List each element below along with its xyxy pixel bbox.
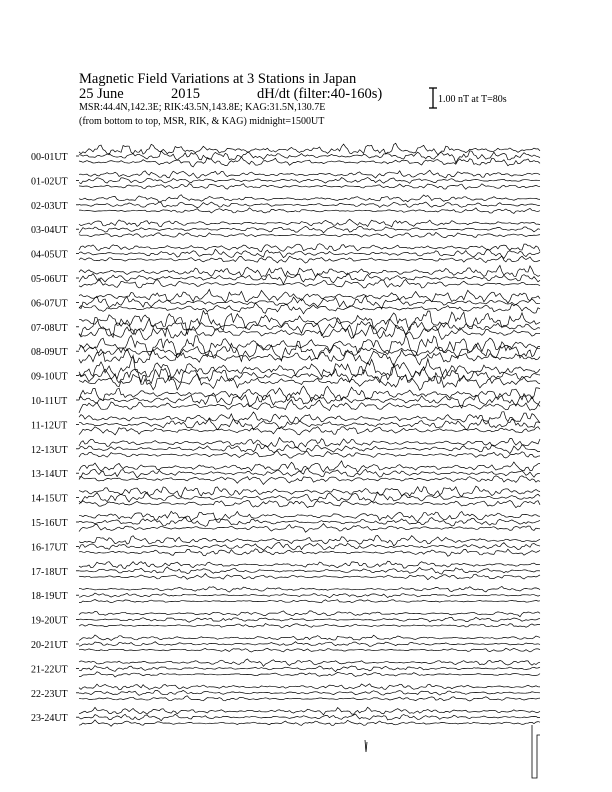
scale-label: 1.00 nT at T=80s bbox=[438, 94, 507, 105]
trace-msr bbox=[79, 600, 540, 603]
trace-rik bbox=[79, 419, 540, 430]
trace-rik bbox=[79, 273, 540, 284]
hour-label: 15-16UT bbox=[31, 518, 68, 529]
hour-label: 02-03UT bbox=[31, 200, 68, 212]
trace-msr bbox=[79, 427, 540, 435]
hour-label: 16-17UT bbox=[31, 542, 68, 554]
hour-label: 01-02UT bbox=[31, 176, 68, 188]
trace-kag bbox=[79, 335, 540, 358]
trace-rik bbox=[79, 567, 540, 574]
trace-rik bbox=[79, 617, 540, 622]
hour-label: 19-20UT bbox=[31, 615, 68, 627]
trace-kag bbox=[79, 219, 540, 227]
hour-label: 12-13UT bbox=[31, 444, 68, 456]
trace-kag bbox=[79, 635, 540, 641]
date-day: 25 June bbox=[79, 86, 124, 102]
trace-spike bbox=[532, 725, 540, 778]
hour-label: 17-18UT bbox=[31, 566, 68, 578]
trace-kag bbox=[79, 611, 540, 617]
trace-kag bbox=[79, 486, 540, 497]
trace-msr bbox=[79, 720, 540, 726]
trace-rik bbox=[79, 296, 540, 309]
hour-label: 07-08UT bbox=[31, 322, 68, 334]
trace-msr bbox=[79, 574, 540, 580]
trace-msr bbox=[79, 476, 540, 485]
trace-msr bbox=[79, 208, 540, 214]
trace-msr bbox=[79, 524, 540, 533]
trace-msr bbox=[79, 696, 540, 701]
trace-msr bbox=[79, 624, 540, 628]
trace-kag bbox=[79, 684, 540, 690]
hour-label: 18-19UT bbox=[31, 591, 68, 603]
station-order-note: (from bottom to top, MSR, RIK, & KAG) midnight=1500UT bbox=[79, 116, 325, 127]
trace-rik bbox=[79, 151, 540, 163]
trace-rik bbox=[79, 690, 540, 695]
trace-msr bbox=[79, 373, 540, 391]
hour-label: 05-06UT bbox=[31, 274, 68, 285]
trace-kag bbox=[79, 265, 540, 276]
hour-label: 11-12UT bbox=[31, 420, 68, 432]
trace-kag bbox=[79, 561, 540, 569]
trace-kag bbox=[79, 659, 540, 666]
trace-rik bbox=[79, 714, 540, 721]
trace-rik bbox=[79, 542, 540, 550]
trace-kag bbox=[79, 535, 540, 545]
hour-label: 10-11UT bbox=[31, 396, 68, 407]
trace-msr bbox=[79, 303, 540, 314]
trace-rik bbox=[79, 666, 540, 672]
hour-label: 06-07UT bbox=[31, 298, 68, 310]
hour-label: 13-14UT bbox=[31, 469, 68, 481]
trace-spike bbox=[365, 740, 367, 752]
trace-msr bbox=[79, 672, 540, 677]
trace-rik bbox=[79, 226, 540, 233]
station-coordinates: MSR:44.4N,142.3E; RIK:43.5N,143.8E; KAG:31.5N,130.7E bbox=[79, 102, 326, 113]
trace-msr bbox=[79, 256, 540, 263]
trace-rik bbox=[79, 593, 540, 598]
hour-label: 21-22UT bbox=[31, 664, 68, 676]
trace-kag bbox=[79, 289, 540, 303]
hour-label: 14-15UT bbox=[31, 493, 68, 505]
trace-kag bbox=[79, 143, 540, 154]
hour-label: 20-21UT bbox=[31, 640, 68, 651]
hour-label: 00-01UT bbox=[31, 152, 68, 163]
trace-rik bbox=[79, 249, 540, 258]
trace-msr bbox=[79, 648, 540, 652]
trace-msr bbox=[79, 184, 540, 190]
trace-msr bbox=[79, 278, 540, 288]
trace-msr bbox=[79, 500, 540, 507]
hour-label: 22-23UT bbox=[31, 688, 68, 700]
trace-rik bbox=[79, 492, 540, 503]
trace-rik bbox=[79, 317, 540, 337]
trace-rik bbox=[79, 642, 540, 647]
trace-kag bbox=[79, 461, 540, 472]
trace-rik bbox=[79, 468, 540, 478]
trace-rik bbox=[79, 517, 540, 527]
trace-msr bbox=[79, 325, 540, 340]
trace-msr bbox=[79, 233, 540, 238]
trace-kag bbox=[79, 195, 540, 203]
hour-label: 03-04UT bbox=[31, 225, 68, 237]
trace-rik bbox=[79, 178, 540, 184]
trace-kag bbox=[79, 170, 540, 178]
hour-label: 04-05UT bbox=[31, 249, 68, 261]
trace-kag bbox=[79, 244, 540, 252]
date-year: 2015 bbox=[171, 86, 200, 102]
hour-label: 23-24UT bbox=[31, 713, 68, 725]
quantity-label: dH/dt (filter:40-160s) bbox=[257, 86, 383, 102]
trace-rik bbox=[79, 202, 540, 208]
trace-kag bbox=[79, 438, 540, 449]
trace-msr bbox=[79, 451, 540, 458]
chart-title: Magnetic Field Variations at 3 Stations in Japan bbox=[79, 71, 357, 87]
trace-kag bbox=[79, 707, 540, 715]
trace-kag bbox=[79, 386, 540, 401]
hour-label: 08-09UT bbox=[31, 347, 68, 359]
trace-kag bbox=[79, 412, 540, 425]
hour-label: 09-10UT bbox=[31, 371, 68, 383]
trace-rik bbox=[79, 444, 540, 454]
trace-kag bbox=[79, 586, 540, 592]
trace-msr bbox=[79, 549, 540, 557]
